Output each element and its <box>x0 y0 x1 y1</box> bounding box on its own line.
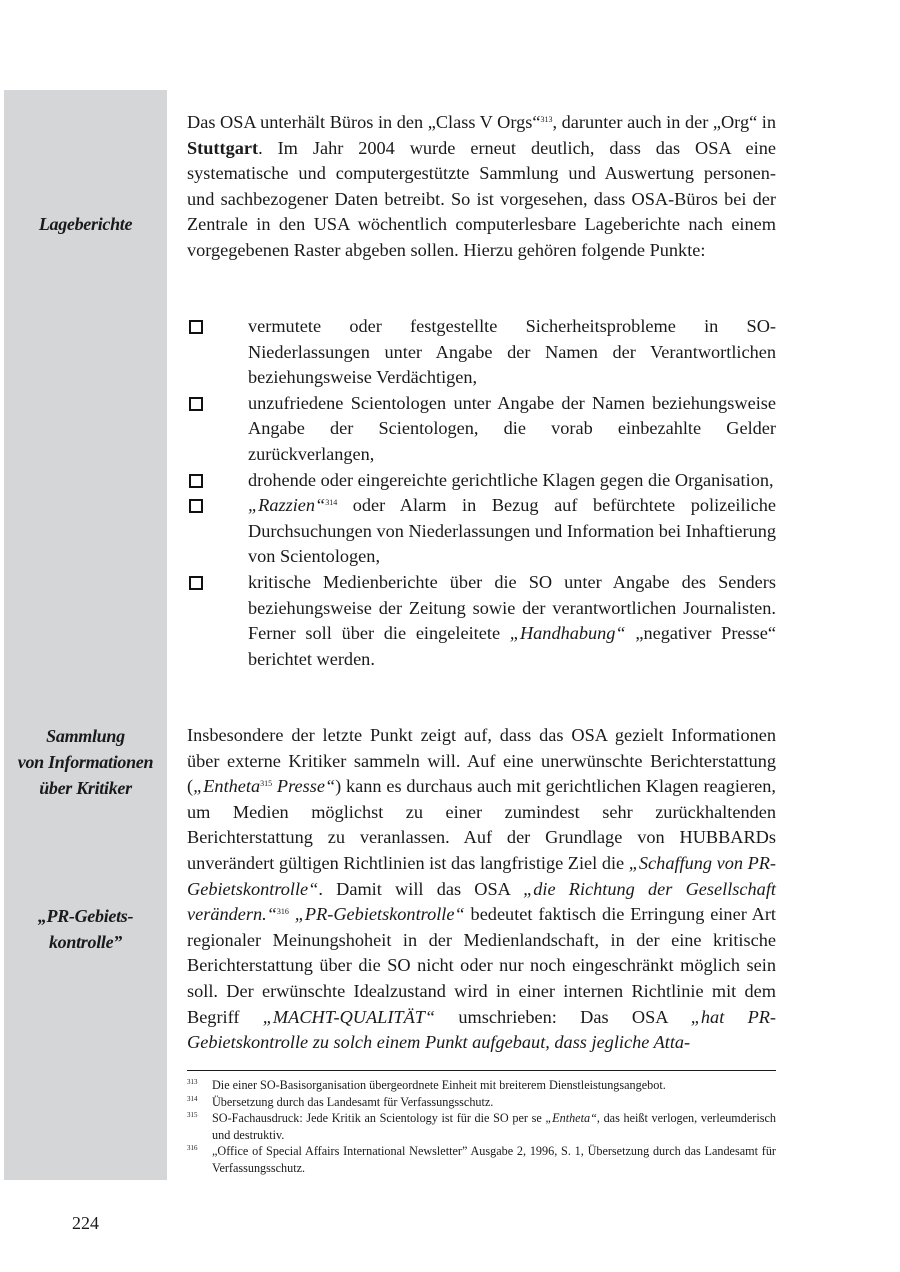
side-note-lageberichte: Lageberichte <box>38 214 133 234</box>
footnote-313: 313 Die einer SO-Basisorganisation übergeordnete Einheit mit breiterem Dienstleistungsangebot. <box>187 1078 666 1092</box>
checkbox-icon <box>189 320 203 334</box>
checkbox-icon <box>189 474 203 488</box>
paragraph-osa-bueros: Das OSA unterhält Büros in den „Class V Orgs“$^{313}$, darunter auch in der „Org“ in Stuttgart. Im Jahr 2004 wurde erneut deutlich, dass das OSA eine systematische und computergestützte Sammlung und Auswertung personen- und sachbezogener Daten betreibt. So ist vorgesehen, dass OSA-Büros bei der Zentrale in den USA wöchentlich computerlesbare Lageberichte nach einem vorgegebenen Raster abgeben sollen. Hierzu gehören folgende Punkte: <box>187 112 776 260</box>
checkbox-icon <box>189 499 203 513</box>
footnote-316: 316 „Office of Special Affairs International Newsletter” Ausgabe 2, 1996, S. 1, Übersetzung durch das Landesamt für Verfassungsschutz. <box>187 1144 776 1175</box>
page-number: 224 <box>72 1213 99 1233</box>
footnote-314: 314 Übersetzung durch das Landesamt für Verfassungsschutz. <box>187 1094 494 1109</box>
bullet-list <box>187 314 776 672</box>
footnotes <box>187 1070 776 1176</box>
checkbox-icon <box>189 576 203 590</box>
footnote-ref-313[interactable]: 313 <box>540 115 553 124</box>
city-stuttgart: Stuttgart <box>187 137 259 158</box>
footnote-ref-315[interactable]: 315 <box>260 779 273 789</box>
list-item: „Razzien“$^{314}$ oder Alarm in Bezug auf befürchtete polizeiliche Durchsuchungen von Niederlassungen und Information bei Inhaftierung von Scientologen, <box>187 493 776 570</box>
paragraph-kritiker: Insbesondere der letzte Punkt zeigt auf, dass das OSA gezielt Informationen über externe Kritiker sammeln will. Auf eine unerwünschte Berichterstattung („Entheta$^{315}$ Presse“) kann es durchaus auch mit gerichtlichen Klagen reagieren, um Medien möglichst zu einer zumindest sehr zurückhaltenden Berichterstattung zu veranlassen. Auf der Grundlage von HUBBARDs unverändert gültigen Richtlinien ist das langfristige Ziel die „Schaffung von PR-Gebietskontrolle“. Damit will das OSA „die Richtung der Gesellschaft verändern.“$^{316}$ „PR-Gebietskontrolle“ bedeutet faktisch die Erringung einer Art regionaler Meinungshoheit in der Medienlandschaft, in der eine kritische Berichterstattung über die SO nicht oder nur noch eingeschränkt möglich sein soll. Der erwünschte Idealzustand wird in einer internen Richtlinie mit dem Begriff „MACHT-QUALITÄT“ umschrieben: Das OSA „hat PR-Gebietskontrolle zu solch einem Punkt aufgebaut, dass jegliche Atta- <box>187 725 777 1053</box>
list-item: unzufriedene Scientologen unter Angabe der Namen beziehungsweise Angabe der Scientologen, die vorab einbezahlte Gelder zurückverlangen, <box>187 391 776 468</box>
side-note-sammlung: Sammlung von Informationen über Kritiker <box>17 726 154 798</box>
list-item: kritische Medienberichte über die SO unter Angabe des Senders beziehungsweise der Zeitung sowie der verantwortlichen Journalisten. Ferner soll über die eingeleitete „Handhabung“ „negativer Presse“ berichtet werden. <box>187 570 776 672</box>
list-item: vermutete oder festgestellte Sicherheitsprobleme in SO-Niederlassungen unter Angabe der Namen der Verantwortlichen beziehungsweise Verdächtigen, <box>187 314 776 391</box>
margin-sidebar <box>4 90 167 1180</box>
checkbox-icon <box>189 397 203 411</box>
footnote-315: 315 SO-Fachausdruck: Jede Kritik an Scientology ist für die SO per se „Entheta“, das heißt verlogen, verleumderisch und destruktiv. <box>187 1111 776 1142</box>
side-note-pr-gebietskontrolle: „PR-Gebiets- kontrolle” <box>37 906 134 952</box>
footnote-ref-316[interactable]: 316 <box>276 907 289 917</box>
list-item: drohende oder eingereichte gerichtliche Klagen gegen die Organisation, <box>187 468 776 494</box>
footnote-ref-314[interactable]: 314 <box>325 498 338 508</box>
